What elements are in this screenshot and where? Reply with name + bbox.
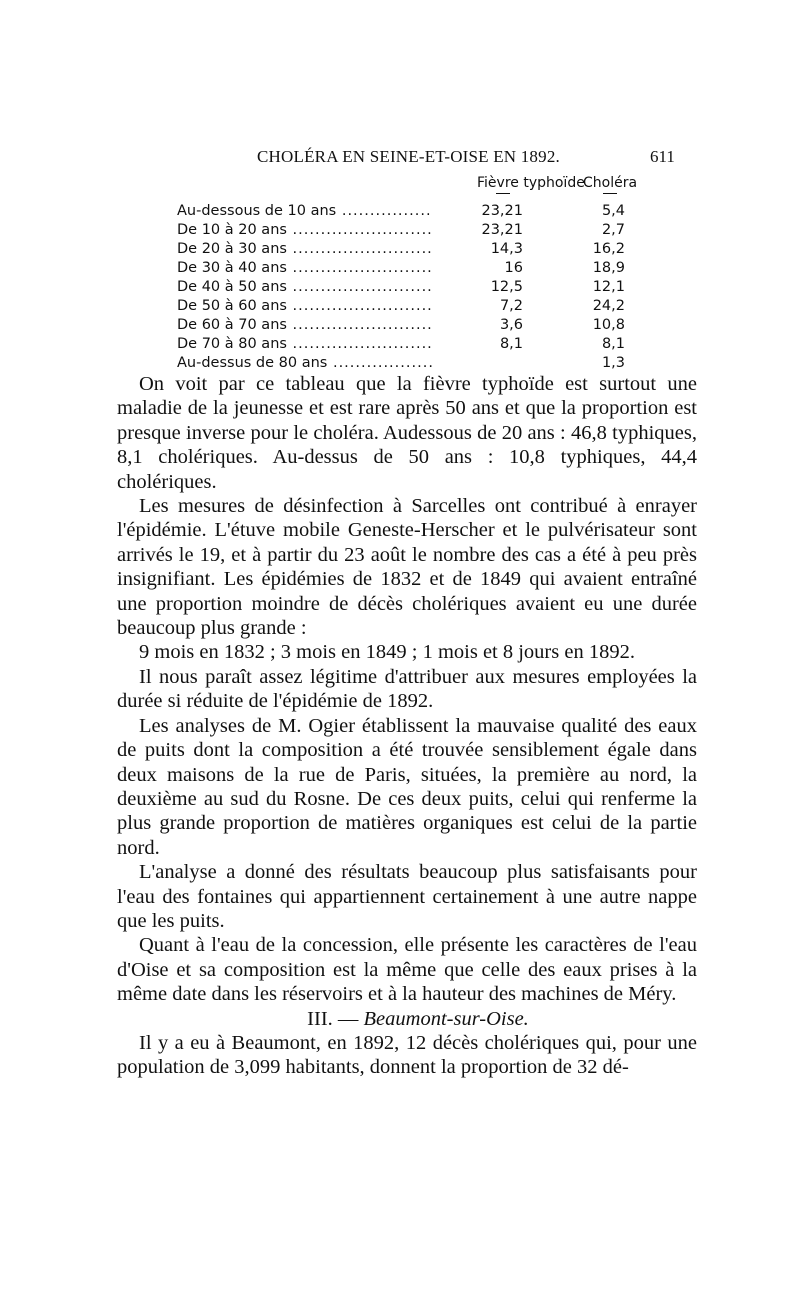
row-label: De 10 à 20 ans ..... — [177, 222, 432, 238]
body-text — [117, 372, 697, 1080]
paragraph: Il nous paraît assez légitime d'attribuer aux mesures employées la durée si réduite de l'épidémie de 1892. — [117, 665, 697, 713]
cholera-value: 18,9 — [592, 260, 625, 276]
page-number: 611 — [650, 147, 675, 166]
table-row — [0, 336, 800, 356]
fievre-value: 8,1 — [499, 336, 523, 352]
fievre-value: 23,21 — [481, 203, 523, 219]
row-label: Au-dessus de 80 ans ..... — [177, 355, 432, 371]
paragraph: On voit par ce tableau que la fièvre typhoïde est surtout une maladie de la jeunesse et est rare après 50 ans et que la proportion est presque inverse pour le choléra. Audessous de 20 ans : 46,8 typhiques, 8,1 cholériques. Au-dessus de 50 ans : 10,8 typhiques, 44,4 cholériques. — [117, 373, 697, 493]
cholera-value: 12,1 — [592, 279, 625, 295]
section-heading — [117, 1007, 697, 1031]
cholera-value: 1,3 — [601, 355, 625, 371]
paragraph: 9 mois en 1832 ; 3 mois en 1849 ; 1 mois et 8 jours en 1892. — [139, 641, 635, 664]
running-title: CHOLÉRA EN SEINE-ET-OISE EN 1892. — [257, 147, 560, 166]
paragraph: Les mesures de désinfection à Sarcelles ont contribué à enrayer l'épidémie. L'étuve mobile Geneste-Herscher et le pulvérisateur sont arrivés le 19, et à partir du 23 août le nombre des cas a été à peu près insignifiant. Les épidémies de 1832 et de 1849 qui avaient entraîné une proportion moindre de décès cholériques avaient eu une durée beaucoup plus grande : — [117, 495, 697, 640]
table-row — [0, 241, 800, 261]
cholera-value: 10,8 — [592, 317, 625, 333]
fievre-value: 16 — [504, 260, 523, 276]
cholera-value: 16,2 — [592, 241, 625, 257]
section-title: Beaumont-sur-Oise. — [363, 1007, 529, 1030]
paragraph: L'analyse a donné des résultats beaucoup plus satisfaisants pour l'eau des fontaines qui appartiennent certainement à une autre nappe que les puits. — [117, 861, 697, 932]
row-label: De 60 à 70 ans ..... — [177, 317, 432, 333]
table-row — [0, 260, 800, 280]
fievre-value: 7,2 — [499, 298, 523, 314]
cholera-value: 2,7 — [601, 222, 625, 238]
row-label: De 70 à 80 ans ..... — [177, 336, 432, 352]
table-row — [0, 317, 800, 337]
row-label: De 20 à 30 ans ..... — [177, 241, 432, 257]
paragraph: Il y a eu à Beaumont, en 1892, 12 décès cholériques qui, pour une population de 3,099 habitants, donnent la proportion de 32 dé- — [117, 1031, 697, 1079]
table-row — [0, 222, 800, 242]
fievre-value: 3,6 — [499, 317, 523, 333]
paragraph: Les analyses de M. Ogier établissent la mauvaise qualité des eaux de puits dont la composition a été trouvée sensiblement égale dans deux maisons de la rue de Paris, situées, la première au nord, la deuxième au sud du Rosne. De ces deux puits, celui qui renferme la plus grande proportion de matières organiques est celui de la partie nord. — [117, 714, 697, 859]
row-label: De 30 à 40 ans ..... — [177, 260, 432, 276]
fievre-value: 12,5 — [490, 279, 523, 295]
row-label: Au-dessous de 10 ans ..... — [177, 203, 432, 219]
row-label: De 40 à 50 ans ..... — [177, 279, 432, 295]
column-rule — [603, 193, 617, 194]
table-row — [0, 298, 800, 318]
table-row — [0, 279, 800, 299]
cholera-value: 24,2 — [592, 298, 625, 314]
running-header — [0, 147, 800, 171]
column-header-cholera: Choléra — [583, 175, 638, 191]
fievre-value: 23,21 — [481, 222, 523, 238]
column-header-fievre-typhoide: Fièvre typhoïde — [477, 175, 585, 191]
row-label: De 50 à 60 ans ..... — [177, 298, 432, 314]
table-row — [0, 203, 800, 223]
fievre-value: 14,3 — [490, 241, 523, 257]
cholera-value: 5,4 — [601, 203, 625, 219]
column-rule — [496, 193, 510, 194]
paragraph: Quant à l'eau de la concession, elle présente les caractères de l'eau d'Oise et sa composition est la même que celle des eaux prises à la même date dans les réservoirs et à la hauteur des machines de Méry. — [117, 934, 697, 1006]
cholera-value: 8,1 — [601, 336, 625, 352]
section-number: III. — — [307, 1007, 359, 1030]
